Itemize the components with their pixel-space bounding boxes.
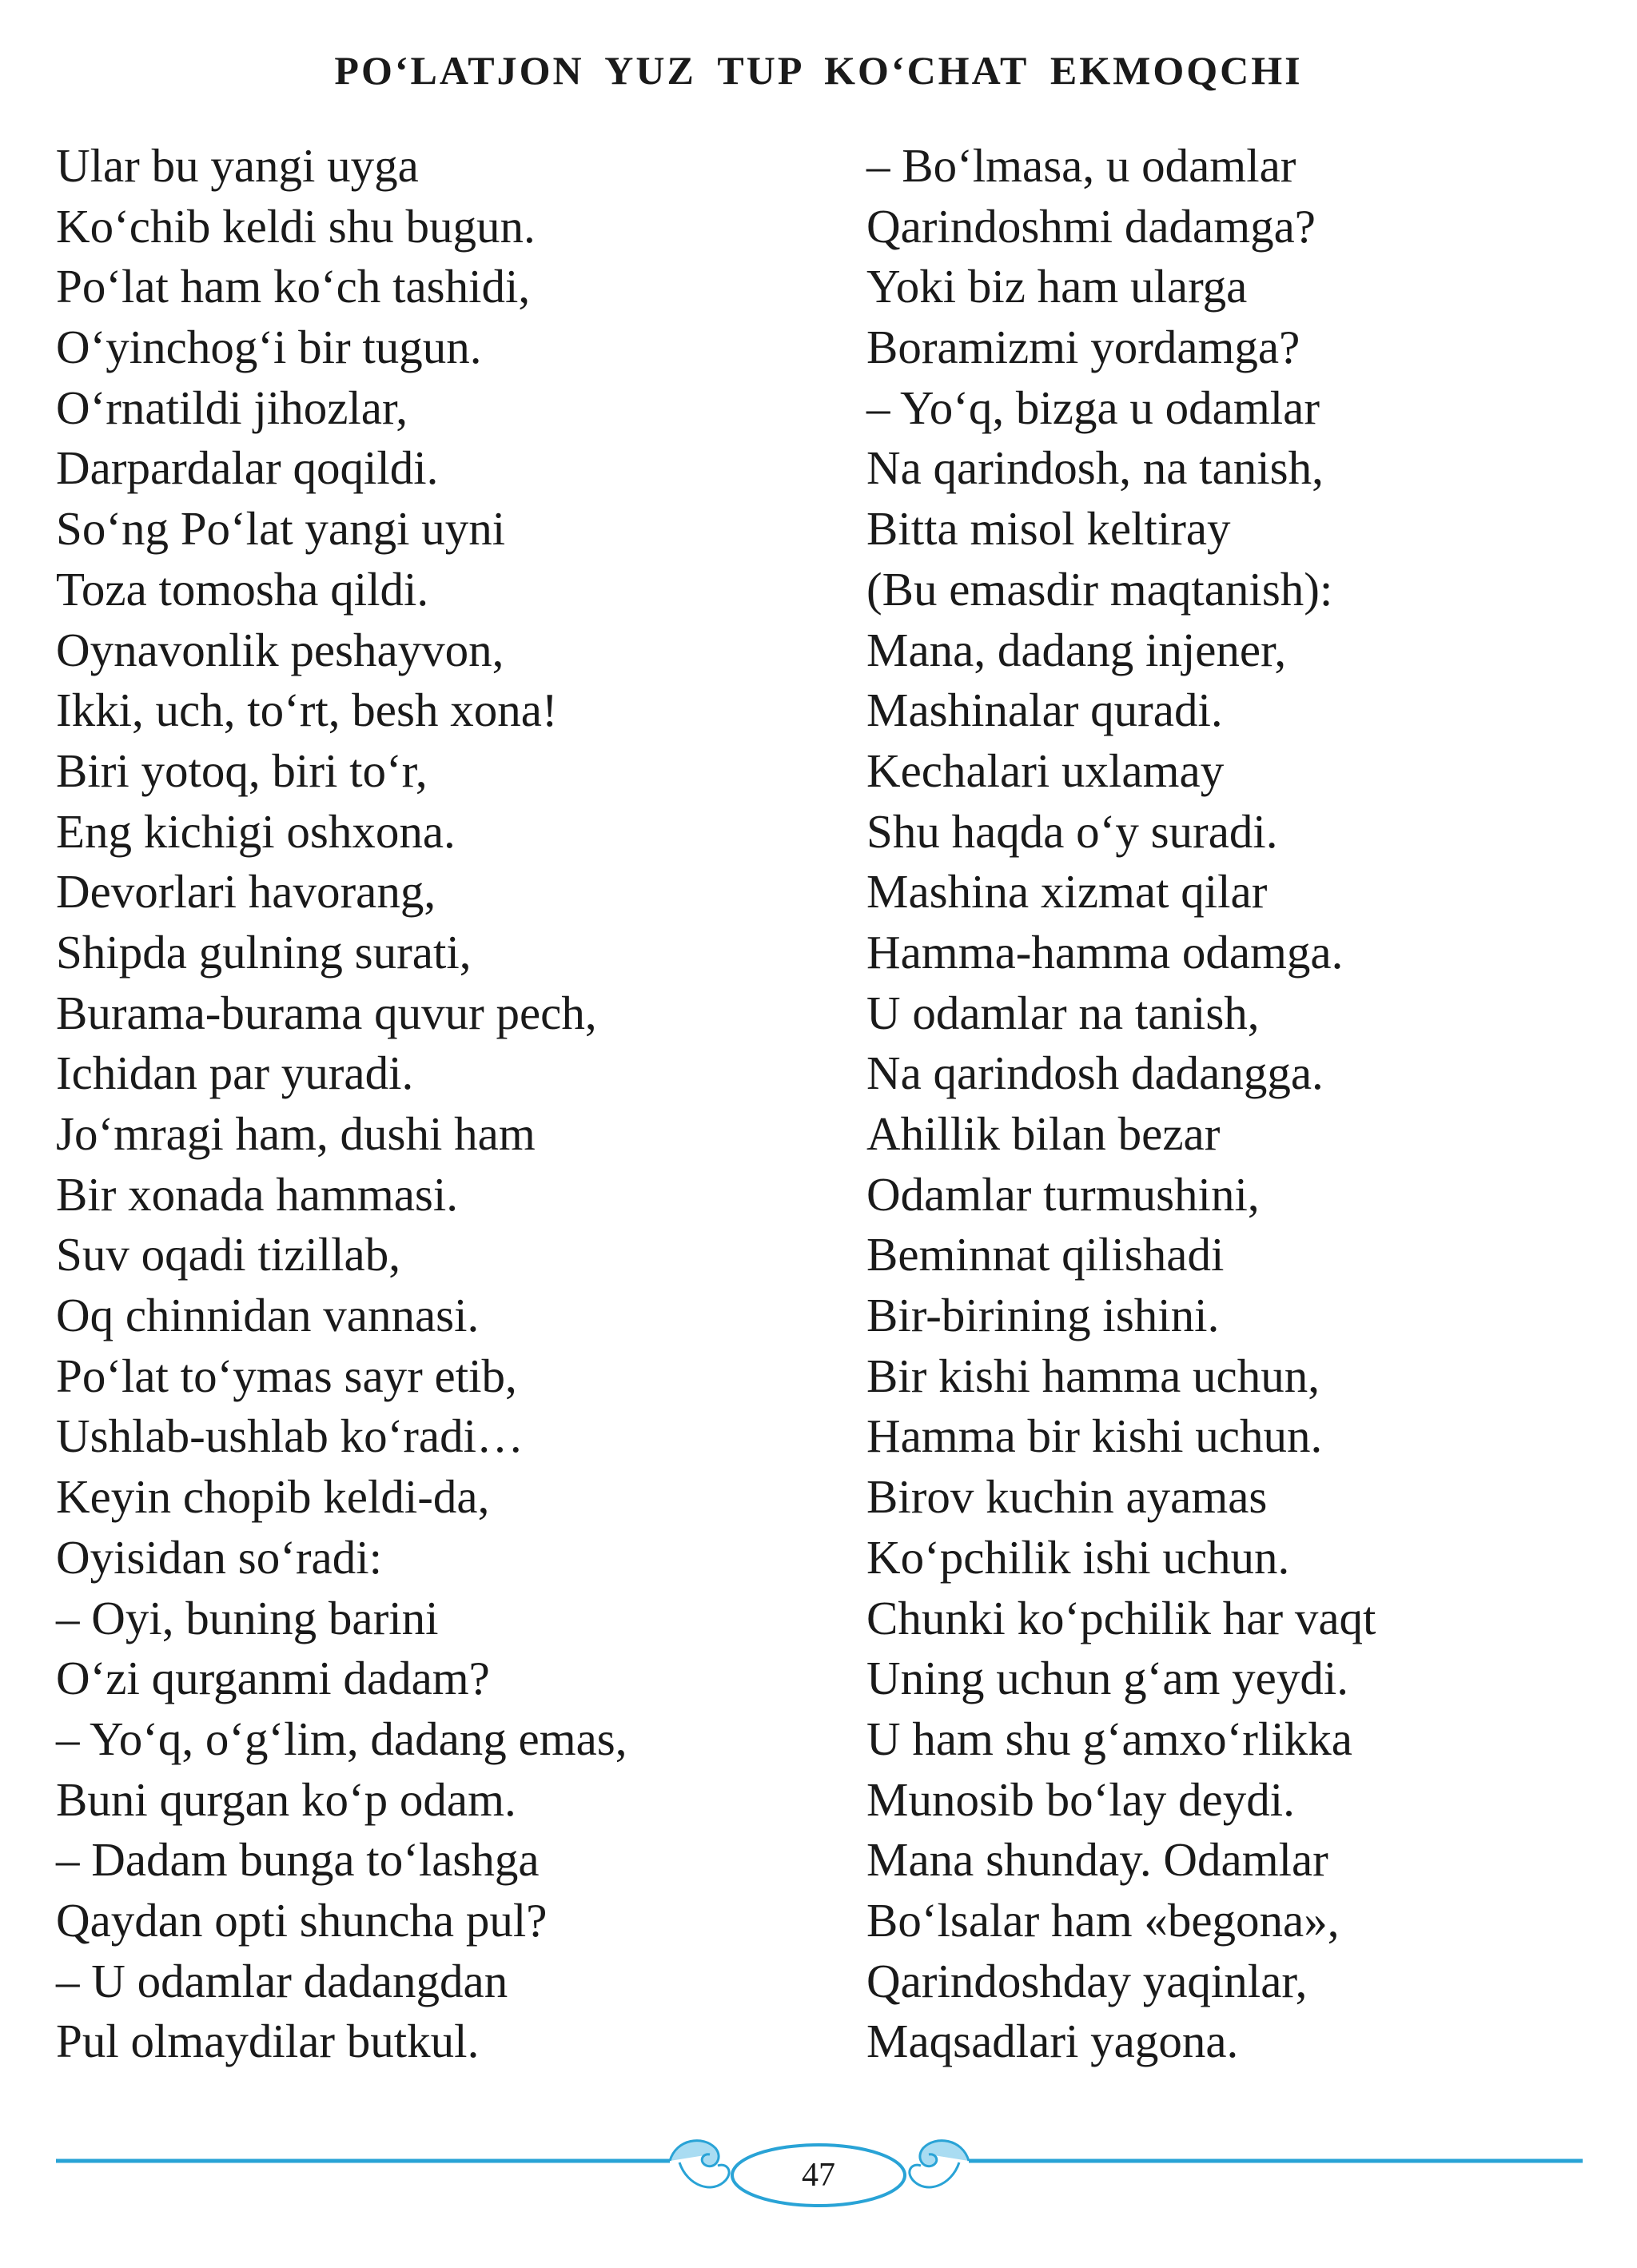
poem-line: Odamlar turmushini, — [866, 1167, 1260, 1221]
scroll-ornament-left-icon — [670, 2141, 729, 2187]
poem-line: Toza tomosha qildi. — [56, 562, 429, 616]
poem-line: – Bo‘lmasa, u odamlar — [866, 139, 1296, 192]
poem-line: Boramizmi yordamga? — [866, 321, 1300, 374]
poem-line: Chunki ko‘pchilik har vaqt — [866, 1591, 1376, 1644]
poem-line: Burama-burama quvur pech, — [56, 986, 597, 1039]
poem-line: Bir xonada hammasi. — [56, 1167, 459, 1221]
poem-line: U ham shu g‘amxo‘rlikka — [866, 1712, 1352, 1765]
poem-line: Na qarindosh, na tanish, — [866, 441, 1324, 495]
poem-line: Kechalari uxlamay — [866, 743, 1225, 797]
poem-line: Suv oqadi tizillab, — [56, 1228, 400, 1281]
poem-line: Bir-birining ishini. — [866, 1289, 1220, 1342]
poem-line: Pul olmaydilar butkul. — [56, 2015, 480, 2068]
poem-line: Beminnat qilishadi — [866, 1228, 1225, 1281]
poem-line: O‘rnatildi jihozlar, — [56, 381, 408, 434]
poem-line: Munosib bo‘lay deydi. — [866, 1772, 1295, 1826]
poem-line: Oq chinnidan vannasi. — [56, 1289, 480, 1342]
poem-line: Po‘lat ham ko‘ch tashidi, — [56, 260, 531, 313]
poem-line: Biri yotoq, biri to‘r, — [56, 743, 428, 797]
poem-line: – Yo‘q, o‘g‘lim, dadang emas, — [56, 1712, 627, 1765]
poem-line: Mashinalar quradi. — [866, 684, 1223, 737]
poem-line: Qaydan opti shuncha pul? — [56, 1893, 548, 1947]
poem-line: Maqsadlari yagona. — [866, 2015, 1239, 2068]
poem-line: Birov kuchin ayamas — [866, 1470, 1268, 1524]
poem-line: Oynavonlik peshayvon, — [56, 623, 504, 676]
poem-line: Mana, dadang injener, — [866, 623, 1287, 676]
poem-line: Shipda gulning surati, — [56, 925, 472, 979]
poem-line: So‘ng Po‘lat yangi uyni — [56, 502, 506, 556]
poem-line: Shu haqda o‘y suradi. — [866, 804, 1278, 858]
poem-line: – Oyi, buning barini — [56, 1591, 439, 1644]
poem-line: O‘yinchog‘i bir tugun. — [56, 321, 482, 374]
poem-line: Na qarindosh dadangga. — [866, 1046, 1324, 1100]
poem-line: Buni qurgan ko‘p odam. — [56, 1772, 516, 1826]
poem-line: Darpardalar qoqildi. — [56, 441, 439, 495]
poem-line: Hamma-hamma odamga. — [866, 925, 1344, 979]
poem-line: Yoki biz ham ularga — [866, 260, 1248, 313]
scroll-ornament-right-icon — [910, 2141, 969, 2187]
poem-line: Bo‘lsalar ham «begona», — [866, 1893, 1340, 1947]
poem-line: Eng kichigi oshxona. — [56, 804, 456, 858]
poem-line: Devorlari havorang, — [56, 865, 436, 919]
poem-line: Hamma bir kishi uchun. — [866, 1409, 1323, 1463]
poem-line: Ushlab-ushlab ko‘radi… — [56, 1409, 524, 1463]
poem-line: Po‘lat to‘ymas sayr etib, — [56, 1349, 517, 1402]
poem-line: Mana shunday. Odamlar — [866, 1833, 1328, 1887]
poem-line: Ahillik bilan bezar — [866, 1107, 1221, 1160]
poem-line: Ichidan par yuradi. — [56, 1046, 414, 1100]
poem-left-column — [56, 136, 627, 2072]
poem-line: – Yo‘q, bizga u odamlar — [866, 381, 1320, 434]
poem-line: Ko‘pchilik ishi uchun. — [866, 1530, 1290, 1584]
poem-line: Mashina xizmat qilar — [866, 865, 1268, 919]
poem-line: Qarindoshday yaqinlar, — [866, 1954, 1308, 2007]
poem-right-column — [866, 136, 1376, 2072]
poem-line: Keyin chopib keldi-da, — [56, 1470, 490, 1524]
poem-line: Uning uchun g‘am yeydi. — [866, 1652, 1348, 1705]
poem-line: U odamlar na tanish, — [866, 986, 1260, 1039]
poem-line: Bir kishi hamma uchun, — [866, 1349, 1320, 1402]
poem-line: Ko‘chib keldi shu bugun. — [56, 199, 536, 253]
poem-line: (Bu emasdir maqtanish): — [866, 562, 1333, 616]
page-title: PO‘LATJON YUZ TUP KO‘CHAT EKMOQCHI — [334, 48, 1303, 93]
poem-line: Bitta misol keltiray — [866, 502, 1231, 556]
poem-line: Ikki, uch, to‘rt, besh xona! — [56, 684, 558, 737]
poem-line: – Dadam bunga to‘lashga — [56, 1833, 540, 1887]
poem-line: – U odamlar dadangdan — [56, 1954, 508, 2007]
poem-line: O‘zi qurganmi dadam? — [56, 1652, 490, 1705]
page-number: 47 — [802, 2157, 835, 2194]
poem-line: Oyisidan so‘radi: — [56, 1530, 383, 1584]
poem-line: Ular bu yangi uyga — [56, 139, 419, 192]
poem-line: Jo‘mragi ham, dushi ham — [56, 1107, 536, 1160]
poem-line: Qarindoshmi dadamga? — [866, 199, 1316, 253]
